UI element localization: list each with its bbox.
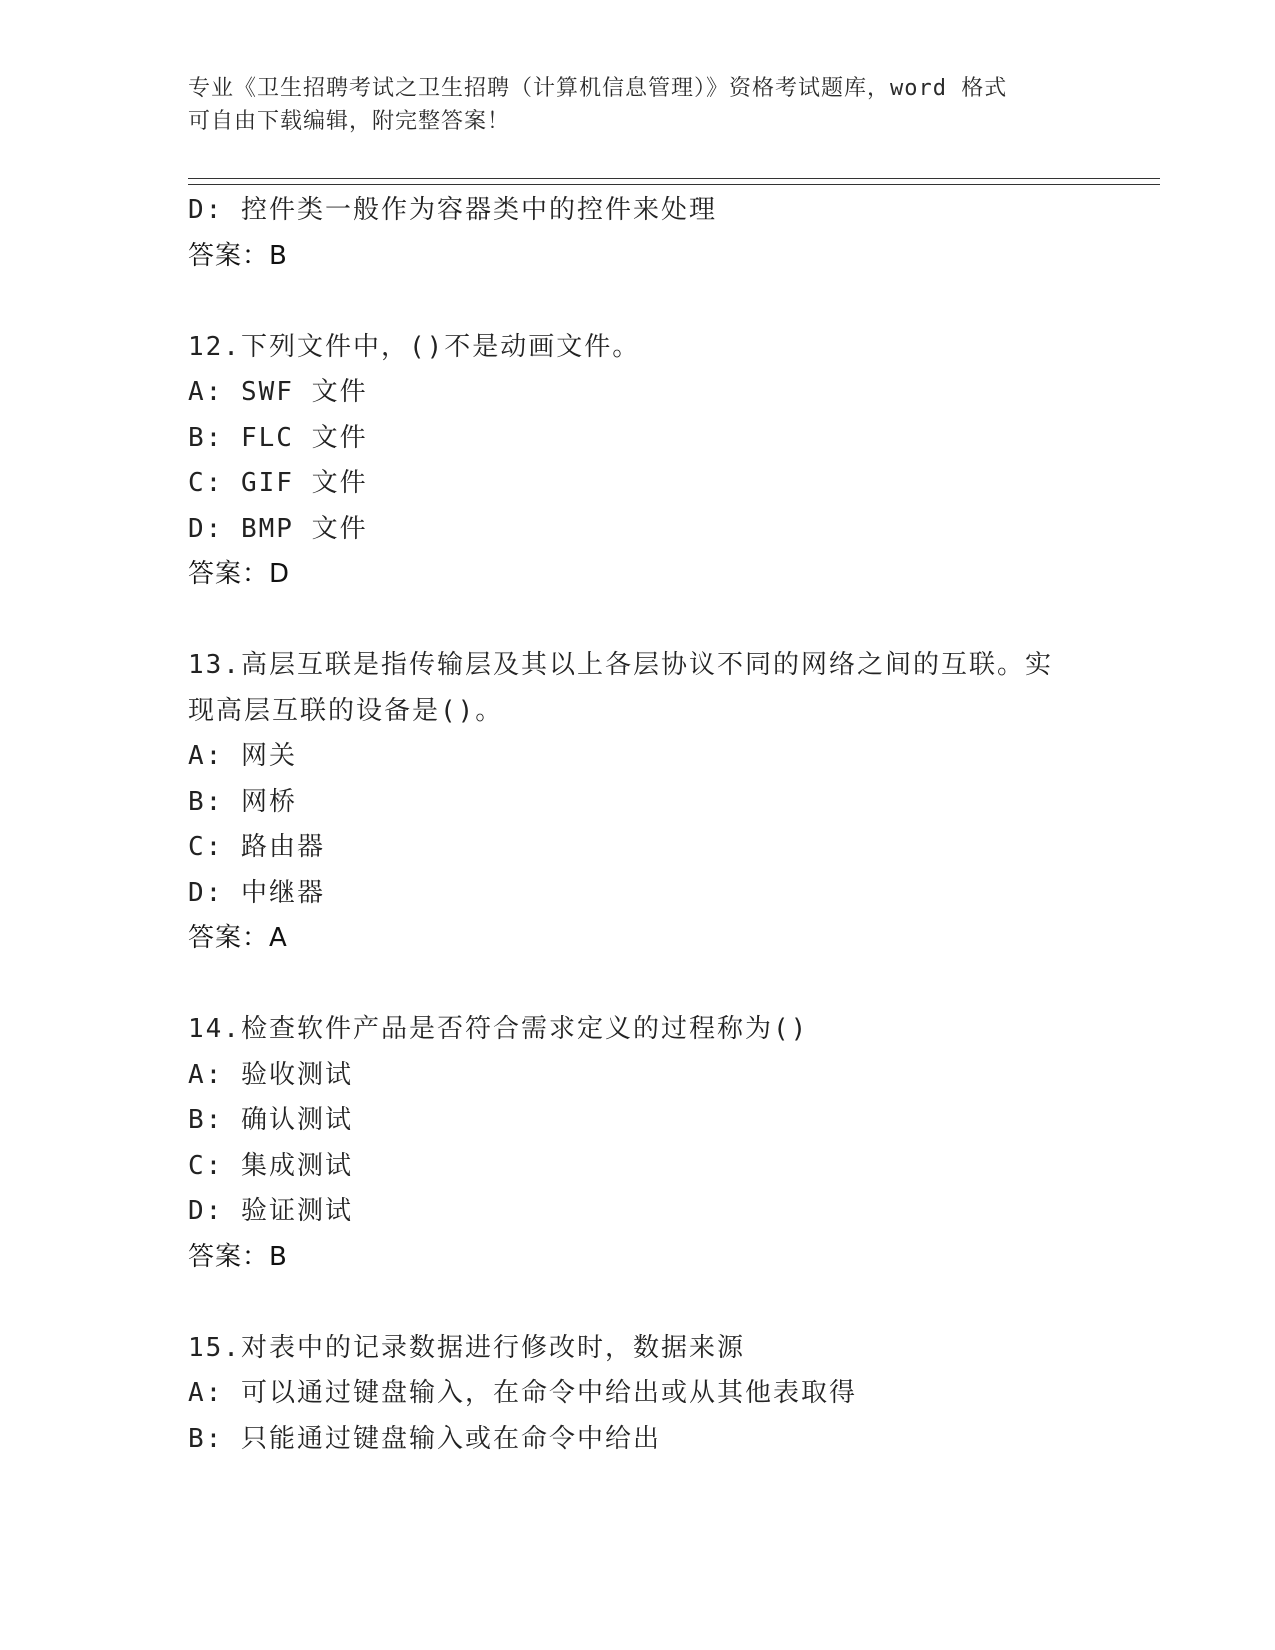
header-divider <box>188 178 1160 185</box>
question-15 <box>188 1326 1148 1463</box>
option-d: D: 控件类一般作为容器类中的控件来处理 <box>188 195 717 225</box>
option-b: B: 网桥 <box>188 786 297 817</box>
answer-line: 答案：D <box>188 559 291 589</box>
question-stem-continued: 现高层互联的设备是()。 <box>188 695 504 726</box>
question-stem: 13.高层互联是指传输层及其以上各层协议不同的网络之间的互联。实 <box>188 650 1053 680</box>
spacer <box>188 279 1148 325</box>
question-14 <box>188 1007 1148 1280</box>
document-header <box>188 72 1068 138</box>
question-list <box>188 188 1148 1462</box>
answer-line: 答案：B <box>188 240 288 271</box>
question-stem: 15.对表中的记录数据进行修改时，数据来源 <box>188 1332 745 1363</box>
option-a: A: 验收测试 <box>188 1059 353 1090</box>
option-b: B: FLC 文件 <box>188 422 368 453</box>
answer-line: 答案：B <box>188 1241 288 1272</box>
option-c: C: GIF 文件 <box>188 468 368 498</box>
question-13 <box>188 643 1148 962</box>
option-b: B: 只能通过键盘输入或在命令中给出 <box>188 1423 661 1454</box>
header-line-1: 专业《卫生招聘考试之卫生招聘（计算机信息管理）》资格考试题库，word 格式 <box>188 76 1008 101</box>
option-d: D: BMP 文件 <box>188 513 368 544</box>
option-c: C: 集成测试 <box>188 1150 353 1181</box>
spacer <box>188 1280 1148 1326</box>
option-a: A: SWF 文件 <box>188 377 368 407</box>
question-stem: 12.下列文件中，()不是动画文件。 <box>188 331 641 362</box>
option-a: A: 可以通过键盘输入，在命令中给出或从其他表取得 <box>188 1378 857 1408</box>
question-12 <box>188 325 1148 598</box>
question-stem: 14.检查软件产品是否符合需求定义的过程称为() <box>188 1014 809 1044</box>
option-a: A: 网关 <box>188 741 297 771</box>
answer-line: 答案：A <box>188 923 288 953</box>
option-b: B: 确认测试 <box>188 1105 353 1135</box>
option-d: D: 中继器 <box>188 877 325 908</box>
option-c: C: 路由器 <box>188 832 325 862</box>
spacer <box>188 962 1148 1008</box>
option-d: D: 验证测试 <box>188 1196 353 1226</box>
spacer <box>188 598 1148 644</box>
header-line-2: 可自由下载编辑，附完整答案！ <box>188 109 511 134</box>
